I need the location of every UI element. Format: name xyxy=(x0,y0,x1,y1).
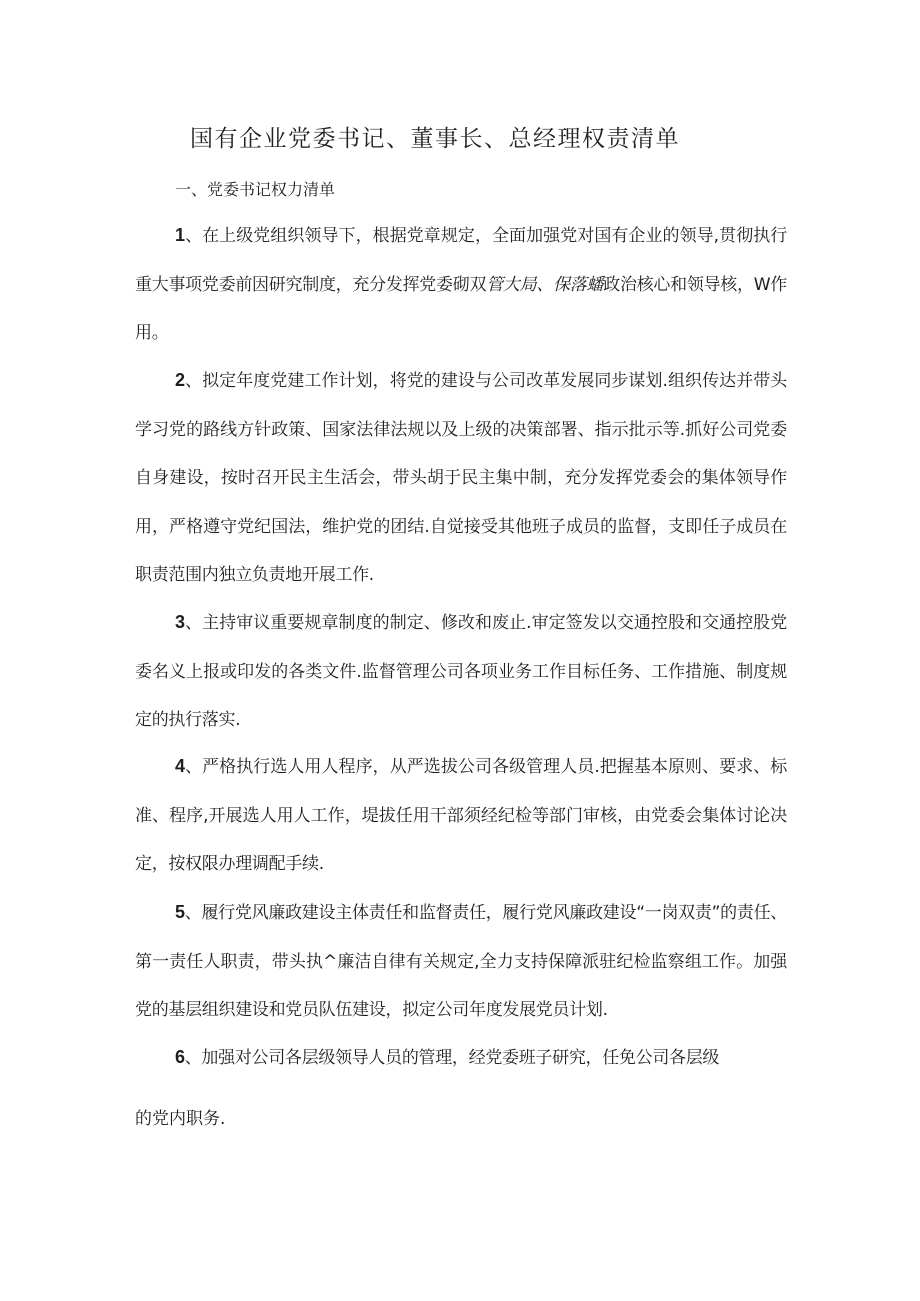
document-title: 国有企业党委书记、董事长、总经理权责清单 xyxy=(190,126,680,152)
item-number: 4 xyxy=(175,756,185,776)
item-text: 、严格执行选人用人程序，从严选拔公司各级管理人员.把握基本原则、要求、标准、程序,开展选人用人工作，堤拔任用干部须经纪检等部门审核，由党委会集体讨论决定，按权限办理调配手续. xyxy=(135,757,787,874)
list-item-2 xyxy=(135,356,787,600)
list-item-6 xyxy=(135,1033,787,1083)
list-item-3 xyxy=(135,598,787,745)
item-text: 、加强对公司各层级领导人员的管理，经党委班子研究，任免公司各层级 xyxy=(184,1048,720,1068)
item-number: 5 xyxy=(175,902,185,922)
item-number: 3 xyxy=(175,612,185,632)
list-item-6-continuation: 的党内职务. xyxy=(135,1109,226,1129)
item-text: 、主持审议重要规章制度的制定、修改和废止.审定签发以交通控股和交通控股党委名义上报或印发的各类文件.监督管理公司各项业务工作目标任务、工作措施、制度规定的执行落实. xyxy=(135,613,787,730)
item-number: 1 xyxy=(175,225,185,245)
item-text: 、在上级党组织领导下，根据党章规定，全面加强党对国有企业的领导,贯彻执行重大事项党委前因研究制度，充分发挥党委砌双 xyxy=(135,226,787,295)
item-text: 、拟定年度党建工作计划，将党的建设与公司改革发展同步谋划.组织传达并带头学习党的路线方针政策、国家法律法规以及上级的决策部署、指示批示等.抓好公司党委自身建设，按时召开民主生活会，带头胡于民主集中制，充分发挥党委会的集体领导作用，严格遵守党纪国法，维护党的团结.自觉接受其他班子成员的监督，支即任子成员在职责范围内独立负责地开展工作. xyxy=(135,371,787,585)
section-heading: 一、党委书记权力清单 xyxy=(175,180,336,199)
item-text-cont: 政治核心和领导核，W作用。 xyxy=(135,274,787,343)
item-text-italic: 管大局、保落蟠 xyxy=(486,274,604,295)
item-text: 、履行党风廉政建设主体责任和监督责任，履行党风廉政建设“一岗双责”的责任、第一责任人职责，带头执^廉洁自律有关规定,全力支持保障派驻纪检监察组工作。加强党的基层组织建设和党员队伍建设，拟定公司年度发展党员计划. xyxy=(135,903,787,1020)
list-item-1 xyxy=(135,211,787,358)
item-number: 2 xyxy=(175,370,185,390)
item-number: 6 xyxy=(175,1047,185,1067)
list-item-4 xyxy=(135,742,787,889)
list-item-5 xyxy=(135,888,787,1035)
